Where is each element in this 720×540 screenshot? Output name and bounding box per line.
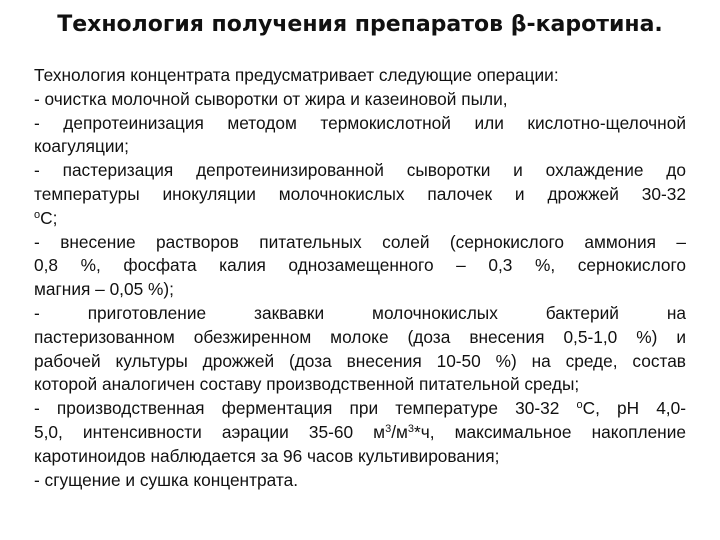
text-line: Технология концентрата предусматривает следующие операции: bbox=[34, 65, 559, 85]
text-line-temperature bbox=[34, 207, 686, 231]
text-line: - депротеинизация методом термокислотной или кислотно-щелочной bbox=[34, 112, 686, 133]
text-line: каротиноидов наблюдается за 96 часов культивирования; bbox=[34, 445, 500, 466]
slide-title: Технология получения препаратов β-каротина. bbox=[57, 12, 663, 37]
text-line-aeration bbox=[34, 421, 686, 445]
superscript: 3 bbox=[385, 422, 392, 435]
superscript: 3 bbox=[407, 422, 414, 435]
text-line: - внесение растворов питательных солей (сернокислого аммония – bbox=[34, 231, 686, 252]
text-fragment: 5,0, интенсивности аэрации 35-60 м bbox=[34, 421, 386, 442]
text-fragment: *ч, максимальное накопление bbox=[414, 421, 686, 442]
text-line: пастеризованном обезжиренном молоке (доза внесения 0,5-1,0 %) и bbox=[34, 326, 686, 347]
text-fragment: /м bbox=[391, 421, 408, 442]
text-fragment: С; bbox=[40, 207, 58, 228]
text-line: - сгущение и сушка концентрата. bbox=[34, 469, 298, 490]
text-line: рабочей культуры дрожжей (доза внесения 10-50 %) на среде, состав bbox=[34, 350, 686, 371]
text-line: 0,8 %, фосфата калия однозамещенного – 0,3 %, сернокислого bbox=[34, 255, 686, 276]
slide-body bbox=[34, 64, 686, 492]
text-line: - приготовление заквавки молочнокислых бактерий на bbox=[34, 302, 686, 323]
text-fragment: С, рН 4,0- bbox=[582, 398, 686, 419]
text-line-fermentation bbox=[34, 397, 686, 421]
text-line: коагуляции; bbox=[34, 136, 129, 157]
text-line: - пастеризация депротеинизированной сыворотки и охлаждение до bbox=[34, 160, 686, 181]
text-fragment: - производственная ферментация при температуре 30-32 bbox=[34, 398, 577, 419]
degree-mark: о bbox=[34, 208, 41, 221]
text-line: которой аналогичен составу производственной питательной среды; bbox=[34, 374, 580, 395]
degree-mark: о bbox=[576, 399, 583, 412]
text-line: температуры инокуляции молочнокислых палочек и дрожжей 30-32 bbox=[34, 183, 686, 204]
text-line: - очистка молочной сыворотки от жира и казеиновой пыли, bbox=[34, 88, 508, 109]
text-line: магния – 0,05 %); bbox=[34, 279, 174, 300]
